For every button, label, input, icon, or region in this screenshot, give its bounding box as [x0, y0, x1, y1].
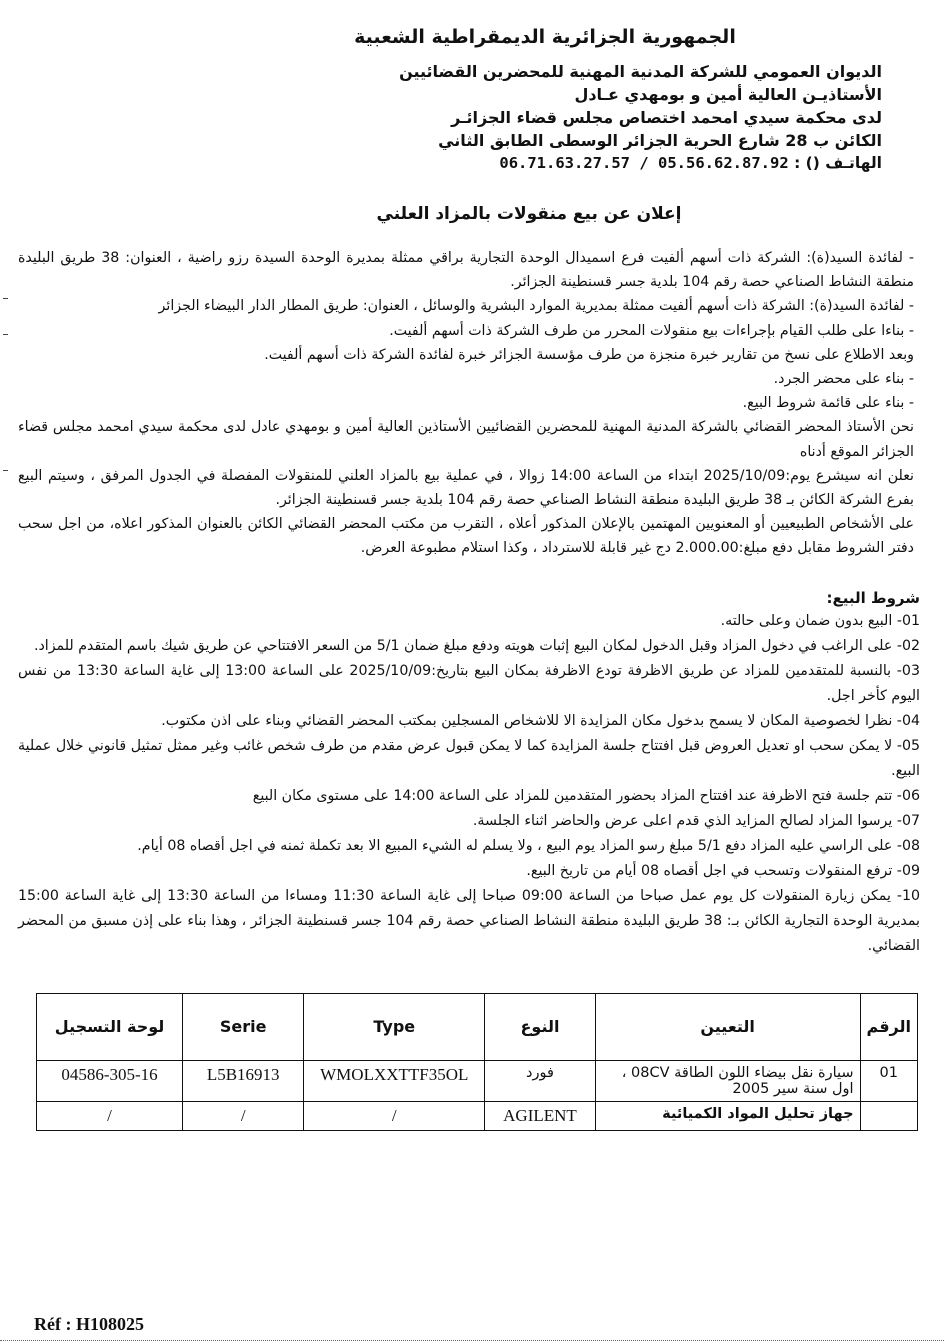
issuer-header	[18, 26, 920, 174]
conditions-title: شروط البيع:	[826, 588, 920, 607]
header-serie: Serie	[183, 993, 304, 1060]
condition-item: 02- على الراغب في دخول المزاد وقبل الدخول لمكان البيع إثبات هويته ودفع مبلغ ضمان 5/1 من السعر الافتتاحي عن طريق شيك باسم المتقدم للمزاد.	[33, 637, 920, 654]
condition-item: 04- نظرا لخصوصية المكان لا يسمح بدخول مكان المزايدة الا للاشخاص المسجلين بمكتب المحضر القضائي وبناء على اذن مكتوب.	[161, 712, 920, 729]
body-paragraph: - لفائدة السيد(ة): الشركة ذات أسهم ألفيت ممثلة بمديرية الموارد البشرية والوسائل ، العنوان: طريق المطار الدار البيضاء الجزائر	[158, 298, 914, 315]
phone-line	[18, 152, 882, 174]
cell-kind: فورد	[485, 1060, 595, 1101]
header-kind: النوع	[485, 993, 595, 1060]
address-line: الكائن ب 28 شارع الحرية الجزائر الوسطى الطابق الثاني	[438, 131, 882, 150]
cell-plate: /	[37, 1101, 183, 1130]
table-header-row	[37, 993, 918, 1060]
phone-label: الهاتـف () :	[794, 154, 882, 172]
cell-serie: /	[183, 1101, 304, 1130]
office-name-line: الديوان العمومي للشركة المدنية المهنية للمحضرين القضائيين	[399, 62, 882, 81]
body-paragraph: نحن الأستاذ المحضر القضائي بالشركة المدنية المهنية للمحضرين القضائيين الأستاذين العالية أمين و بومهدي عادل لدى محكمة سيدي امحمد مجلس قضاء الجزائر الموقع أدناه	[18, 419, 914, 460]
phone-numbers: 05.56.62.87.92 / 06.71.63.27.57	[499, 154, 789, 172]
reference-code: Réf : H108025	[34, 1314, 144, 1334]
condition-item: 08- على الراسي عليه المزاد دفع 5/1 مبلغ رسو المزاد يوم البيع ، ولا يسلم له الشيء المبيع الا بعد تكملة ثمنه في اجل أقصاه 08 أيام.	[137, 837, 920, 854]
condition-item: 01- البيع بدون ضمان وعلى حالته.	[720, 612, 920, 629]
table-row	[37, 1060, 918, 1101]
republic-title: الجمهورية الجزائرية الديمقراطية الشعبية	[354, 26, 736, 48]
header-designation: التعيين	[595, 993, 860, 1060]
announcement-body	[18, 246, 914, 561]
cell-serie: L5B16913	[183, 1060, 304, 1101]
binder-mark	[3, 470, 8, 471]
body-paragraph: نعلن انه سيشرع يوم:2025/10/09 ابتداء من الساعة 14:00 زوالا ، في عملية بيع بالمزاد العلني للمنقولات المفصلة في الجدول المرفق ، وسيتم البيع بفرع الشركة الكائن بـ 38 طريق البليدة منطقة النشاط الصناعي حصة رقم 104 بلدية جسر قسنطينة الجزائر.	[18, 467, 914, 509]
table-row	[37, 1101, 918, 1130]
header-type: Type	[304, 993, 485, 1060]
binder-mark	[3, 298, 8, 299]
condition-item: 10- يمكن زيارة المنقولات كل يوم عمل صباحا من الساعة 09:00 صباحا إلى غاية الساعة 11:30 ومساءا من الساعة 13:30 إلى غاية الساعة 15:00 بمديرية الوحدة التجارية الكائن بـ: 38 طريق البليدة منطقة النشاط الصناعي حصة رقم 104 جسر قسنطينة الجزائر ، وهذا بناء على إذن مسبق من المحضر القضائي.	[18, 887, 920, 954]
body-paragraph: - بناء على قائمة شروط البيع.	[742, 395, 914, 412]
body-paragraph: وبعد الاطلاع على نسخ من تقارير خبرة منجزة من طرف مؤسسة الجزائر خبرة لفائدة الشركة ذات أسهم ألفيت.	[264, 346, 914, 363]
condition-item: 05- لا يمكن سحب او تعديل العروض قبل افتتاح جلسة المزايدة كما لا يمكن قبول عرض مقدم من طرف شخص غائب وغير ممثل تمثيل قانوني خلال عملية البيع.	[18, 737, 920, 779]
condition-item: 03- بالنسبة للمتقدمين للمزاد عن طريق الاظرفة تودع الاظرفة بمكان البيع بتاريخ:2025/10/09 على الساعة 13:00 إلى غاية الساعة 13:30 من نفس اليوم كأخر اجل.	[18, 662, 920, 704]
conditions-list	[18, 609, 920, 959]
cell-number	[860, 1101, 917, 1130]
items-table	[36, 993, 918, 1131]
body-paragraph: - بناءا على طلب القيام بإجراءات بيع منقولات المحرر من طرف الشركة ذات أسهم ألفيت.	[389, 322, 914, 339]
bottom-rule	[0, 1340, 944, 1341]
header-plate: لوحة التسجيل	[37, 993, 183, 1060]
body-paragraph: - لفائدة السيد(ة): الشركة ذات أسهم ألفيت فرع اسميدال الوحدة التجارية براقي ممثلة بمديرة الوحدة السيدة رزو راضية ، العنوان: 38 طريق البليدة منطقة النشاط الصناعي حصة رقم 104 بلدية جسر قسنطينة الجزائر.	[18, 250, 915, 291]
body-paragraph: على الأشخاص الطبيعيين أو المعنويين المهتمين بالإعلان المذكور أعلاه ، التقرب من مكتب المحضر القضائي الكائن بالعنوان المذكور اعلاه، من اجل سحب دفتر الشروط مقابل دفع مبلغ:2.000.00 دج غير قابلة للاسترداد ، وكذا استلام مطبوعة العرض.	[18, 516, 914, 557]
cell-type: WMOLXXTTF35OL	[304, 1060, 485, 1101]
cell-designation: جهاز تحليل المواد الكميائية	[595, 1101, 860, 1130]
cell-designation: سيارة نقل بيضاء اللون الطاقة 08CV ، اول سنة سير 2005	[595, 1060, 860, 1101]
cell-type: /	[304, 1101, 485, 1130]
cell-number: 01	[860, 1060, 917, 1101]
condition-item: 06- تتم جلسة فتح الاظرفة عند افتتاح المزاد بحضور المتقدمين للمزاد على الساعة 14:00 على مستوى مكان البيع	[252, 787, 920, 804]
court-line: لدى محكمة سيدي امحمد اختصاص مجلس قضاء الجزائـر	[451, 108, 882, 127]
binder-mark	[3, 334, 8, 335]
cell-plate: 04586-305-16	[37, 1060, 183, 1101]
condition-item: 09- ترفع المنقولات وتسحب في اجل أقصاه 08 أيام من تاريخ البيع.	[526, 862, 920, 879]
cell-kind: AGILENT	[485, 1101, 595, 1130]
announcement-title: إعلان عن بيع منقولات بالمزاد العلني	[376, 204, 682, 224]
body-paragraph: - بناء على محضر الجرد.	[773, 371, 914, 388]
condition-item: 07- يرسوا المزاد لصالح المزايد الذي قدم اعلى عرض والحاضر اثناء الجلسة.	[472, 812, 920, 829]
bailiffs-names-line: الأستاذيـن العالية أمين و بومهدي عـادل	[574, 85, 882, 104]
header-number: الرقم	[860, 993, 917, 1060]
